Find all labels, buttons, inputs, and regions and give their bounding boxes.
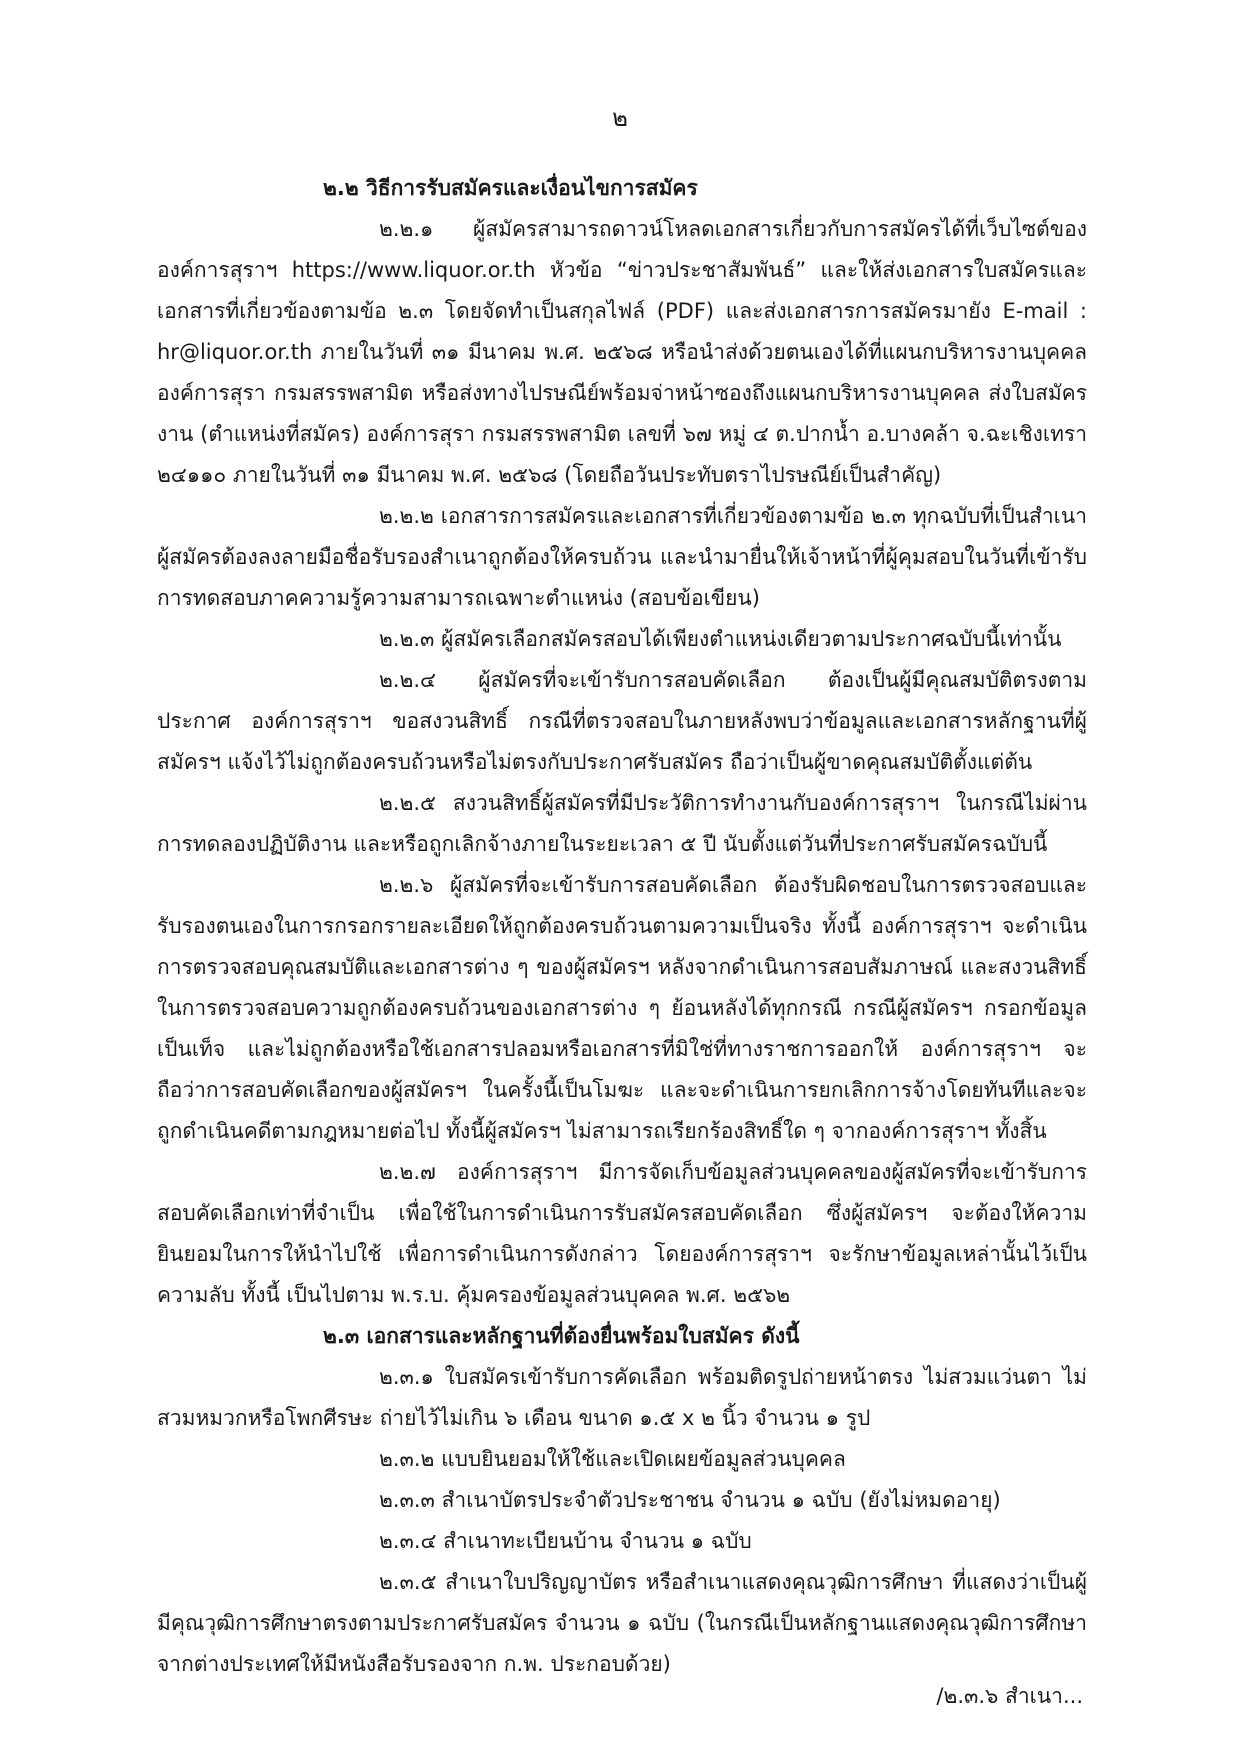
paragraph-2-3-2: ๒.๓.๒ แบบยินยอมให้ใช้และเปิดเผยข้อมูลส่วนบุคคล	[379, 1447, 846, 1471]
paragraph-2-2-4: ๒.๒.๔ ผู้สมัครที่จะเข้ารับการสอบคัดเลือก ต้องเป็นผู้มีคุณสมบัติตรงตามประกาศ องค์การสุราฯ ขอสงวนสิทธิ์ กรณีที่ตรวจสอบในภายหลังพบว่าข้อมูลและเอกสารหลักฐานที่ผู้สมัครฯ แจ้งไว้ไม่ถูกต้องครบถ้วนหรือไม่ตรงกับประกาศรับสมัคร ถือว่าเป็นผู้ขาดคุณสมบัติตั้งแต่ต้น	[157, 668, 1087, 774]
page-number: ๒	[612, 104, 628, 132]
paragraph-2-2-2: ๒.๒.๒ เอกสารการสมัครและเอกสารที่เกี่ยวข้องตามข้อ ๒.๓ ทุกฉบับที่เป็นสำเนา ผู้สมัครต้องลงลายมือชื่อรับรองสำเนาถูกต้องให้ครบถ้วน และนำมายื่นให้เจ้าหน้าที่ผู้คุมสอบในวันที่เข้ารับการทดสอบภาคความรู้ความสามารถเฉพาะตำแหน่ง (สอบข้อเขียน)	[157, 504, 1087, 610]
paragraph-2-2-1: ๒.๒.๑ ผู้สมัครสามารถดาวน์โหลดเอกสารเกี่ยวกับการสมัครได้ที่เว็บไซต์ขององค์การสุราฯ https://www.liquor.or.th หัวข้อ “ข่าวประชาสัมพันธ์” และให้ส่งเอกสารใบสมัครและเอกสารที่เกี่ยวข้องตามข้อ ๒.๓ โดยจัดทำเป็นสกุลไฟล์ (PDF) และส่งเอกสารการสมัครมายัง E-mail : hr@liquor.or.th ภายในวันที่ ๓๑ มีนาคม พ.ศ. ๒๕๖๘ หรือนำส่งด้วยตนเองได้ที่แผนกบริหารงานบุคคล องค์การสุรา กรมสรรพสามิต หรือส่งทางไปรษณีย์พร้อมจ่าหน้าซองถึงแผนกบริหารงานบุคคล ส่งใบสมัครงาน (ตำแหน่งที่สมัคร) องค์การสุรา กรมสรรพสามิต เลขที่ ๖๗ หมู่ ๔ ต.ปากน้ำ อ.บางคล้า จ.ฉะเชิงเทรา ๒๔๑๑๐ ภายในวันที่ ๓๑ มีนาคม พ.ศ. ๒๕๖๘ (โดยถือวันประทับตราไปรษณีย์เป็นสำคัญ)	[157, 217, 1087, 487]
section-heading-2-2: ๒.๒ วิธีการรับสมัครและเงื่อนไขการสมัคร	[323, 176, 698, 200]
paragraph-2-3-4: ๒.๓.๔ สำเนาทะเบียนบ้าน จำนวน ๑ ฉบับ	[379, 1529, 752, 1553]
paragraph-2-3-3: ๒.๓.๓ สำเนาบัตรประจำตัวประชาชน จำนวน ๑ ฉบับ (ยังไม่หมดอายุ)	[379, 1488, 1001, 1512]
paragraph-2-2-5: ๒.๒.๕ สงวนสิทธิ์ผู้สมัครที่มีประวัติการทำงานกับองค์การสุราฯ ในกรณีไม่ผ่านการทดลองปฏิบัติงาน และหรือถูกเลิกจ้างภายในระยะเวลา ๕ ปี นับตั้งแต่วันที่ประกาศรับสมัครฉบับนี้	[157, 791, 1087, 856]
paragraph-2-2-3: ๒.๒.๓ ผู้สมัครเลือกสมัครสอบได้เพียงตำแหน่งเดียวตามประกาศฉบับนี้เท่านั้น	[379, 627, 1062, 651]
document-body	[157, 168, 1087, 1685]
continuation-note: /๒.๓.๖ สำเนา...	[936, 1684, 1083, 1708]
paragraph-2-2-6: ๒.๒.๖ ผู้สมัครที่จะเข้ารับการสอบคัดเลือก ต้องรับผิดชอบในการตรวจสอบและรับรองตนเองในการกรอกรายละเอียดให้ถูกต้องครบถ้วนตามความเป็นจริง ทั้งนี้ องค์การสุราฯ จะดำเนินการตรวจสอบคุณสมบัติและเอกสารต่าง ๆ ของผู้สมัครฯ หลังจากดำเนินการสอบสัมภาษณ์ และสงวนสิทธิ์ในการตรวจสอบความถูกต้องครบถ้วนของเอกสารต่าง ๆ ย้อนหลังได้ทุกกรณี กรณีผู้สมัครฯ กรอกข้อมูลเป็นเท็จ และไม่ถูกต้องหรือใช้เอกสารปลอมหรือเอกสารที่มิใช่ที่ทางราชการออกให้ องค์การสุราฯ จะถือว่าการสอบคัดเลือกของผู้สมัครฯ ในครั้งนี้เป็นโมฆะ และจะดำเนินการยกเลิกการจ้างโดยทันทีและจะถูกดำเนินคดีตามกฎหมายต่อไป ทั้งนี้ผู้สมัครฯ ไม่สามารถเรียกร้องสิทธิ์ใด ๆ จากองค์การสุราฯ ทั้งสิ้น	[157, 873, 1087, 1143]
section-heading-2-3: ๒.๓ เอกสารและหลักฐานที่ต้องยื่นพร้อมใบสมัคร ดังนี้	[323, 1324, 800, 1348]
paragraph-2-3-5: ๒.๓.๕ สำเนาใบปริญญาบัตร หรือสำเนาแสดงคุณวุฒิการศึกษา ที่แสดงว่าเป็นผู้มีคุณวุฒิการศึกษาตรงตามประกาศรับสมัคร จำนวน ๑ ฉบับ (ในกรณีเป็นหลักฐานแสดงคุณวุฒิการศึกษาจากต่างประเทศให้มีหนังสือรับรองจาก ก.พ. ประกอบด้วย)	[157, 1570, 1087, 1676]
paragraph-2-3-1: ๒.๓.๑ ใบสมัครเข้ารับการคัดเลือก พร้อมติดรูปถ่ายหน้าตรง ไม่สวมแว่นตา ไม่สวมหมวกหรือโพกศีรษะ ถ่ายไว้ไม่เกิน ๖ เดือน ขนาด ๑.๕ x ๒ นิ้ว จำนวน ๑ รูป	[157, 1365, 1087, 1430]
paragraph-2-2-7: ๒.๒.๗ องค์การสุราฯ มีการจัดเก็บข้อมูลส่วนบุคคลของผู้สมัครที่จะเข้ารับการสอบคัดเลือกเท่าที่จำเป็น เพื่อใช้ในการดำเนินการรับสมัครสอบคัดเลือก ซึ่งผู้สมัครฯ จะต้องให้ความยินยอมในการให้นำไปใช้ เพื่อการดำเนินการดังกล่าว โดยองค์การสุราฯ จะรักษาข้อมูลเหล่านั้นไว้เป็นความลับ ทั้งนี้ เป็นไปตาม พ.ร.บ. คุ้มครองข้อมูลส่วนบุคคล พ.ศ. ๒๕๖๒	[157, 1160, 1087, 1307]
